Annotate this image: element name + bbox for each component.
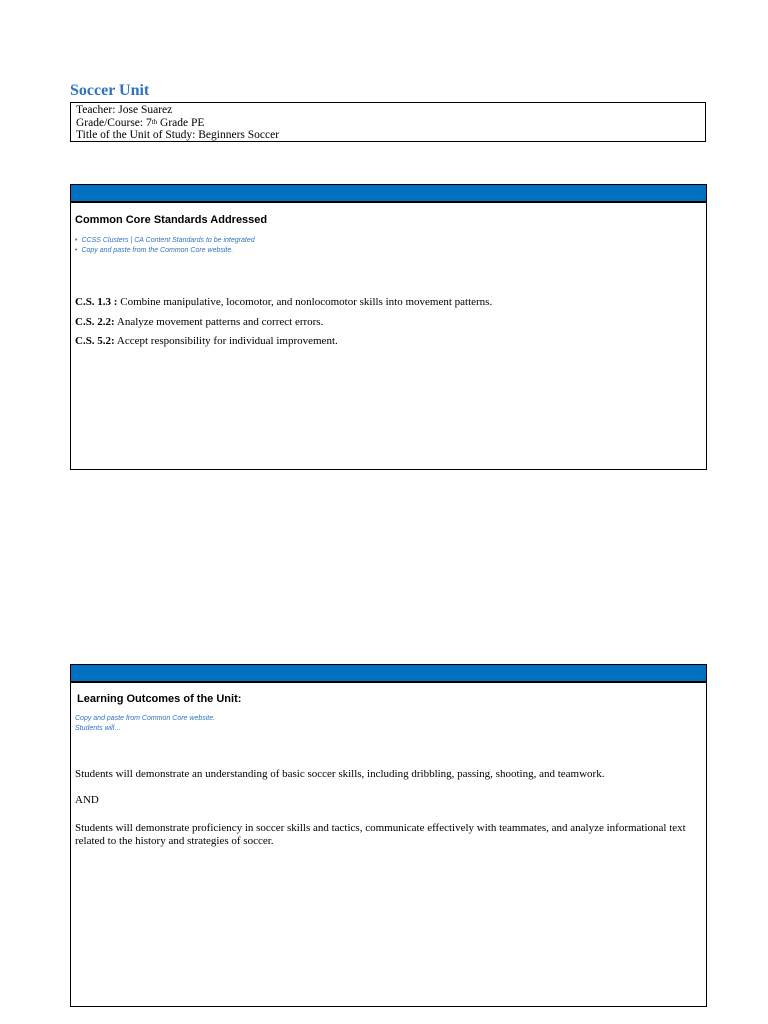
outcomes-section [70,664,707,1007]
grade-ordinal-suffix: th [151,117,158,126]
hint-line: Students will… [75,725,122,732]
outcome-paragraph: Students will demonstrate an understanding of basic soccer skills, including dribbling, passing, shooting, and teamwork. [75,768,605,780]
standards-heading: Common Core Standards Addressed [75,214,268,226]
outcome-paragraph: Students will demonstrate proficiency in soccer skills and tactics, communicate effectively with teammates, and analyze informational text related to the history and strategies of soccer. [75,822,686,847]
grade-course-line [76,117,700,130]
standard-text: Combine manipulative, locomotor, and nonlocomotor skills into movement patterns. [117,296,493,308]
teacher-line: Teacher: Jose Suarez [76,104,173,116]
standards-hint-list [75,236,255,256]
grade-prefix: Grade/Course: 7 [76,116,152,129]
standard-code: C.S. 2.2: [75,316,115,328]
unit-title: Soccer Unit [70,82,150,99]
standards-section [70,184,707,470]
outcome-connector: AND [75,794,99,806]
standard-item [75,316,323,328]
hint-item: • Copy and paste from the Common Core website. [75,246,255,256]
outcomes-hints [75,714,215,734]
outcomes-heading: Learning Outcomes of the Unit: [77,693,242,705]
grade-suffix: Grade PE [157,116,205,129]
standard-code: C.S. 1.3 : [75,296,118,308]
hint-line: Copy and paste from Common Core website. [75,715,216,722]
standard-item [75,335,338,347]
standard-item [75,296,492,308]
standard-code: C.S. 5.2: [75,335,115,347]
unit-info-box [70,102,706,142]
hint-item: • CCSS Clusters | CA Content Standards to be integrated [75,236,255,246]
standard-text: Analyze movement patterns and correct errors. [114,316,324,328]
standards-header-bar [71,185,706,203]
unit-of-study-line: Title of the Unit of Study: Beginners Soccer [76,129,280,142]
standard-text: Accept responsibility for individual improvement. [114,335,338,347]
outcomes-header-bar [71,665,706,683]
